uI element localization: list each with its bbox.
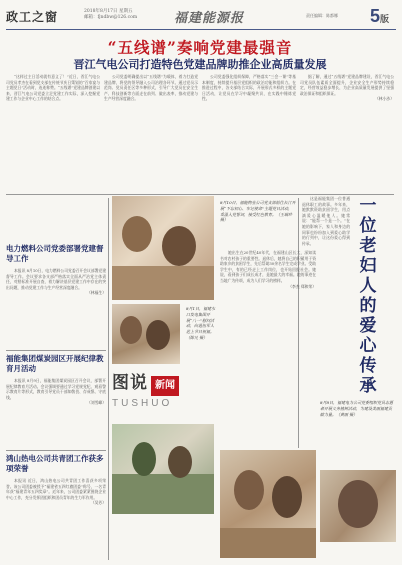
photo-figure <box>122 216 152 252</box>
photo-figure <box>146 320 170 350</box>
subheadline: 晋江气电公司打造特色党建品牌助推企业高质量发展 <box>73 58 327 71</box>
issue-date-text: 2018年8月17日 星期五 <box>84 9 133 14</box>
brief-author: （林福生） <box>87 290 106 296</box>
brief-body <box>6 478 106 560</box>
photo-caption: 8月1日，福建水口发电集团开展“八一”慰问活动，向退伍军人送上节日祝福。（陈凡 摄） <box>186 306 216 340</box>
brief-title: 鸿山热电公司共青团工作获多项荣誉 <box>6 454 104 473</box>
photo-figure <box>168 446 192 478</box>
brief-body <box>6 268 106 348</box>
brief-text: 本报讯 8月10日，电力燃料公司党委召开会议部署党建督导工作。会议要求各支部严格落实全面从严治党主体责任，对照标准开展自查，着力解决基层党建工作中存在的突出问题，推动党建工作与生产经营深度融合。 <box>6 268 106 290</box>
brief-text: 本报讯 8月9日，福能集团煤炭园区召开会议，部署开展纪律教育月活动。会议强调要通过学习党规党纪、观看警示教育片等形式，教育引导党员干部知敬畏、存戒惧、守底线。 <box>6 378 106 400</box>
brief-divider <box>6 450 106 451</box>
section-divider <box>6 194 394 195</box>
tushuo-title: 图说 <box>112 373 148 393</box>
contact-email: 邮箱：fjndbw@126.com <box>84 15 138 20</box>
news-photo <box>220 450 316 558</box>
lead-author: （林小沙） <box>375 96 394 102</box>
lead-article-col-1 <box>6 74 100 194</box>
photo-figure <box>120 316 142 344</box>
tushuo-news-badge: 新闻 <box>151 376 179 396</box>
photo-foreground <box>220 528 316 558</box>
lead-paragraph: “这样过主日活动就有意义了！”近日，晋江气电公司党员孝杰在看到党支部在传统节庆日策划的“百家宴与主题党日”活动时，连连称赞。“五线谱”党建品牌创建以来，晋江气电公司党委立足党建工作实际，深入挖掘党建工作与企业中心工作的结合点。 <box>6 74 100 102</box>
feature-paragraph: 她出生在20世纪40年代，在福建山区长大，深知读书对农村孩子的重要性。退休后，她将自己的积蓄用于资助家乡的贫困学生，先后帮助30余名学生完成学业。受助学生中，有的已经走上工作岗位，也开始回报社会。她说，看到孩子们成长成才，是她最大的幸福。她的事迹在当地广为传颂，成为人们学习的榜样。 <box>220 250 316 283</box>
brief-body <box>6 378 106 448</box>
lead-article-col-2 <box>104 74 198 194</box>
photo-figure <box>272 476 302 518</box>
news-photo <box>112 424 214 514</box>
brief-author: （吴芳） <box>90 500 106 506</box>
editor-credit: 责任编辑：陈都娜 <box>306 13 338 18</box>
section-title: 政工之窗 <box>6 10 59 24</box>
news-photo <box>112 196 214 300</box>
photo-figure <box>162 226 196 266</box>
feature-author: （李杰 郑和荣） <box>288 283 316 289</box>
brief-text: 本报讯 近日，鸿山热电公司共青团工作喜获多项荣誉。该公司团委被授予“福建省五四红旗团委”称号，一名青年获“福建青年五四奖章”。近年来，公司团委紧紧围绕企业中心工作，充分发挥团组织和团员青年的生力军作用。 <box>6 478 106 500</box>
portrait-photo <box>320 470 396 542</box>
page-number-value: 5 <box>370 6 381 26</box>
photo-figure <box>338 480 378 528</box>
tushuo-pinyin: TUSHUO <box>112 398 173 409</box>
lead-paragraph: 公司党委强化组织保障，严格落实“三会一课”等基本制度，持续提升基层党组织的政治功能和组织力。在推进过程中，各支部结合实际，开展形式多样的主题党日活动，让党员在学习中凝聚共识，在实践中锤炼党性。 <box>202 74 296 102</box>
headline: “五线谱”奏响党建最强音 <box>107 38 293 57</box>
photo-figure <box>234 470 264 510</box>
brief-title: 电力燃料公司党委部署党建督导工作 <box>6 244 104 263</box>
brief-title: 福能集团煤炭园区开展纪律教育月活动 <box>6 354 104 373</box>
lead-article-col-3 <box>202 74 296 194</box>
feature-body <box>220 250 316 446</box>
photo-figure <box>132 442 156 476</box>
page-number <box>370 6 389 27</box>
lead-paragraph: 据了解，通过“五线谱”党建品牌建设，晋江气电公司党员队伍素质全面提升，企业安全生产形势持续稳定，经营效益稳步增长，为企业高质量发展提供了坚强政治保证和组织保证。 <box>300 74 394 96</box>
feature-title-vertical: 一位老妇人的爱心传承 <box>359 196 377 396</box>
lead-article-col-4 <box>300 74 394 194</box>
newspaper-logo: 福建能源报 <box>174 11 245 26</box>
lead-paragraph: 公司党委明确提出以“五线谱”为载体，着力打造党建品牌，将党的领导融入公司治理各环节。通过党员示范岗、党员责任区等多种形式，引导广大党员在安全生产、科技创新等方面走在前列、做出表率，推动党建与生产经营深度融合。 <box>104 74 198 102</box>
tushuo-section-logo <box>112 368 214 420</box>
news-photo <box>112 304 180 364</box>
feature-text: 这是福能集团一位普通退休职工的故事。多年来，她默默资助贫困学生，用点滴爱心温暖他人。她常说：“能帮一个是一个。”在她的影响下，家人和身边的同事也纷纷加入到爱心助学的行列中，让这份爱心得到传承。 <box>302 196 350 246</box>
column-divider <box>108 198 109 560</box>
photo-foreground <box>112 474 214 514</box>
page-unit: 版 <box>380 14 390 24</box>
photo-foreground <box>112 266 214 300</box>
issue-date <box>84 9 154 21</box>
brief-divider <box>6 350 106 351</box>
brief-author: （刘雪峰） <box>87 400 106 406</box>
photo-caption: 8月8日，福建电力公司党委组织党员志愿者开展义务植树活动，为建设美丽福建贡献力量。（黄丽 摄） <box>320 400 394 417</box>
photo-caption: 8月10日，福能物业公司党支部前往长汀开展“不忘初心、牢记使命”主题党日活动，重温入党誓词，接受红色教育。（王瑞珍 摄） <box>220 200 296 223</box>
masthead <box>6 6 396 30</box>
